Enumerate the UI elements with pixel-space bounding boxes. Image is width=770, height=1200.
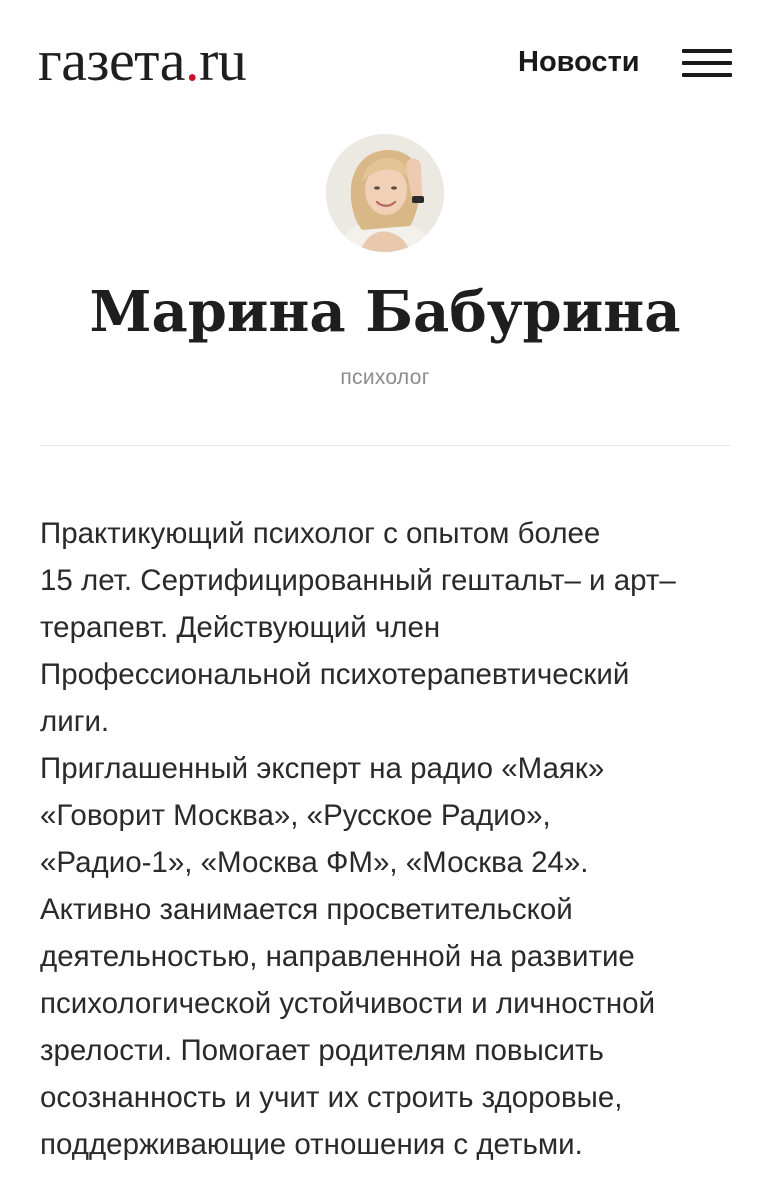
site-header [0, 0, 770, 110]
bio-line: лиги. [40, 705, 110, 738]
bio-line: «Радио-1», «Москва ФМ», «Москва 24». [40, 846, 589, 879]
bio-line: зрелости. Помогает родителям повысить [40, 1034, 604, 1067]
divider [40, 445, 730, 446]
bio-line: поддерживающие отношения с детьми. [40, 1128, 583, 1161]
bio-line: терапевт. Действующий член [40, 611, 441, 644]
avatar-photo [326, 134, 444, 252]
author-name: Марина Бабурина [89, 279, 681, 345]
avatar [326, 134, 444, 252]
bio-line: Профессиональной психотерапевтический [40, 658, 630, 691]
author-bio [40, 510, 740, 1168]
logo-main-text: газета [38, 28, 185, 93]
logo-tld-text: ru [198, 28, 247, 93]
bio-line: психологической устойчивости и личностной [40, 987, 656, 1020]
logo-dot: . [184, 28, 199, 93]
bio-line: деятельностью, направленной на развитие [40, 940, 635, 973]
bio-line: 15 лет. Сертифицированный гештальт– и арт– [40, 564, 676, 597]
nav-news-link[interactable]: Новости [518, 46, 640, 78]
site-logo[interactable] [38, 26, 246, 96]
author-role: психолог [340, 366, 430, 389]
bio-line: Приглашенный эксперт на радио «Маяк» [40, 752, 605, 785]
bio-line: «Говорит Москва», «Русское Радио», [40, 799, 551, 832]
menu-bar [682, 61, 732, 65]
bio-line: осознанность и учит их строить здоровые, [40, 1081, 623, 1114]
menu-bar [682, 73, 732, 77]
hamburger-menu-icon[interactable] [682, 46, 732, 80]
bio-line: Практикующий психолог с опытом более [40, 517, 601, 550]
bio-line: Активно занимается просветительской [40, 893, 573, 926]
menu-bar [682, 49, 732, 53]
